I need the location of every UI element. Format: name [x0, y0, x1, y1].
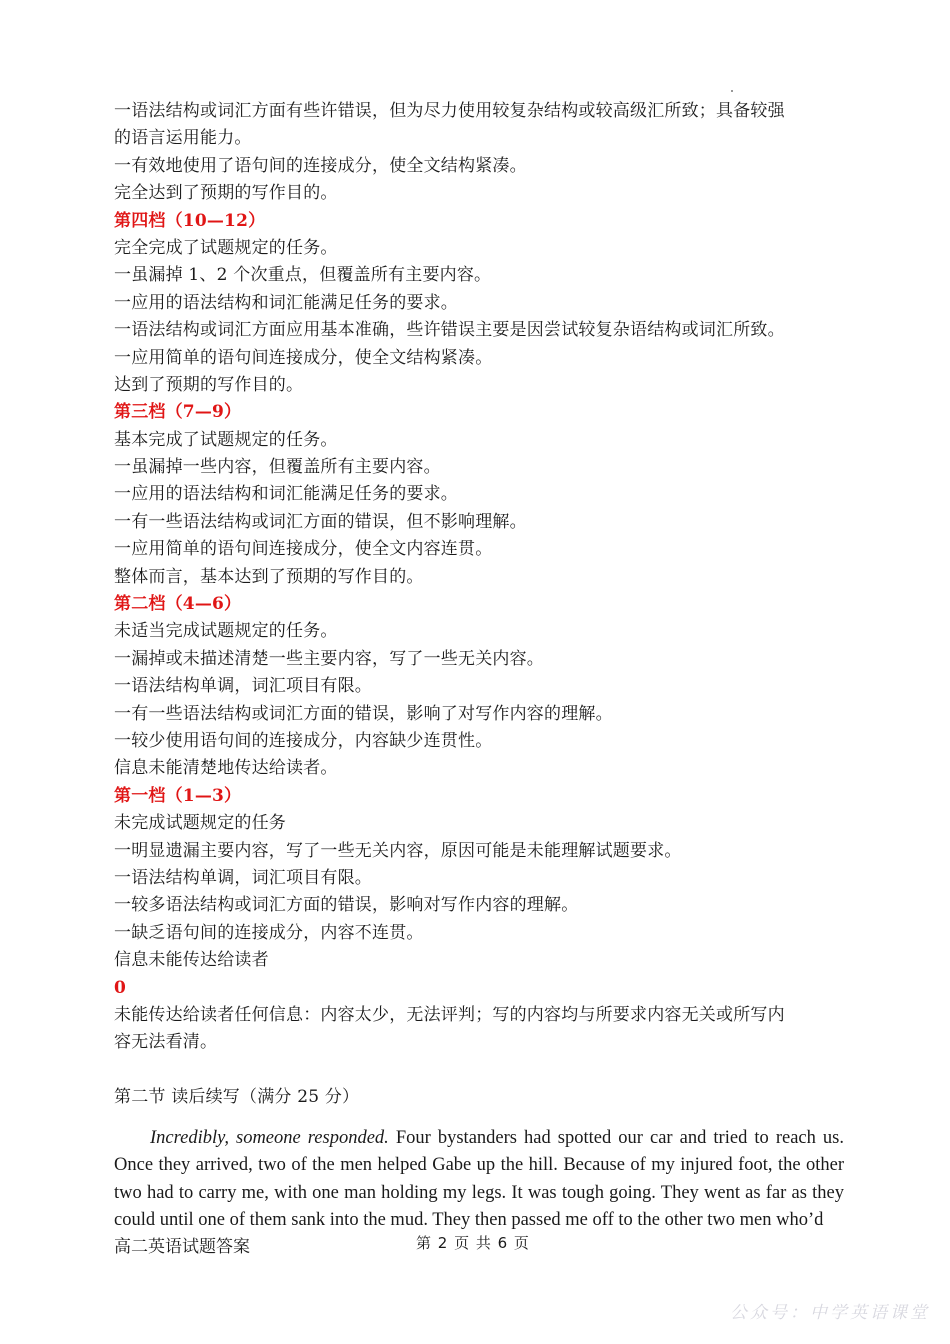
watermark: 公众号：中学英语课堂: [730, 1303, 930, 1323]
grade-2-block: [114, 591, 844, 783]
text-line: 一有一些语法结构或词汇方面的错误，影响了对写作内容的理解。: [114, 703, 613, 724]
text-line: 基本完成了试题规定的任务。: [114, 429, 338, 450]
text-line: 一应用的语法结构和词汇能满足任务的要求。: [114, 484, 458, 505]
continuation-block: [114, 98, 844, 208]
text-line: 一有一些语法结构或词汇方面的错误，但不影响理解。: [114, 511, 527, 532]
paragraph-body: Four bystanders had spotted our car and tried to reach us. Once they arrived, two of the men helped Gabe up the hill. Because of my injured foot, the other two had to carry me, with one man holding my legs. It was tough going. They went as far as they could until one of them sank into the mud. They then passed me off to the other two men who’d: [114, 1128, 844, 1231]
text-line: 一虽漏掉 1、2 个次重点，但覆盖所有主要内容。: [114, 265, 492, 286]
text-line: 一有效地使用了语句间的连接成分，使全文结构紧凑。: [114, 155, 527, 176]
grade-heading: 第二档（4—6）: [114, 594, 242, 615]
footer-doc-title: 高二英语试题答案: [114, 1237, 250, 1257]
grade-3-block: [114, 399, 844, 591]
text-line: 一虽漏掉一些内容，但覆盖所有主要内容。: [114, 457, 441, 478]
text-line: 信息未能传达给读者: [114, 950, 269, 971]
text-line: 整体而言，基本达到了预期的写作目的。: [114, 566, 424, 587]
text-line: 容无法看清。: [114, 1032, 218, 1053]
grade-heading: 0: [114, 977, 127, 998]
english-paragraph: [114, 1125, 844, 1235]
page-number: 第 2 页 共 6 页: [416, 1234, 530, 1252]
text-line: 一语法结构单调，词汇项目有限。: [114, 676, 372, 697]
stray-dot: [731, 90, 733, 92]
text-line: 一漏掉或未描述清楚一些主要内容，写了一些无关内容。: [114, 648, 544, 669]
grade-heading: 第三档（7—9）: [114, 402, 242, 423]
grade-4-block: [114, 208, 844, 400]
text-line: 的语言运用能力。: [114, 128, 252, 149]
text-line: 一应用简单的语句间连接成分，使全文内容连贯。: [114, 539, 493, 560]
page-footer: [114, 1232, 844, 1258]
grade-heading: 第一档（1—3）: [114, 785, 242, 806]
text-line: 未适当完成试题规定的任务。: [114, 621, 338, 642]
text-line: 一缺乏语句间的连接成分，内容不连贯。: [114, 922, 424, 943]
grade-1-block: [114, 783, 844, 975]
italic-lead: Incredibly, someone responded.: [150, 1128, 389, 1149]
text-line: 一应用的语法结构和词汇能满足任务的要求。: [114, 292, 458, 313]
grade-0-block: [114, 975, 844, 1057]
section-title: 第二节 读后续写（满分 25 分）: [114, 1086, 360, 1107]
text-line: 达到了预期的写作目的。: [114, 374, 304, 395]
grade-heading: 第四档（10—12）: [114, 210, 266, 231]
text-line: 完全达到了预期的写作目的。: [114, 183, 338, 204]
text-line: 完全完成了试题规定的任务。: [114, 237, 338, 258]
text-line: 一语法结构或词汇方面有些许错误，但为尽力使用较复杂结构或较高级汇所致；具备较强: [114, 101, 785, 121]
text-line: 一应用简单的语句间连接成分，使全文结构紧凑。: [114, 347, 493, 368]
text-line: 一语法结构单调，词汇项目有限。: [114, 867, 372, 888]
text-line: 未完成试题规定的任务: [114, 813, 286, 834]
text-line: 一明显遗漏主要内容，写了一些无关内容，原因可能是未能理解试题要求。: [114, 840, 682, 861]
text-line: 一较多语法结构或词汇方面的错误，影响对写作内容的理解。: [114, 895, 579, 916]
text-line: 一较少使用语句间的连接成分，内容缺少连贯性。: [114, 730, 493, 751]
text-line: 未能传达给读者任何信息：内容太少，无法评判；写的内容均与所要求内容无关或所写内: [114, 1004, 785, 1025]
text-line: 一语法结构或词汇方面应用基本准确，些许错误主要是因尝试较复杂语结构或词汇所致。: [114, 320, 785, 341]
document-page: [114, 98, 844, 1253]
text-line: 信息未能清楚地传达给读者。: [114, 758, 338, 779]
